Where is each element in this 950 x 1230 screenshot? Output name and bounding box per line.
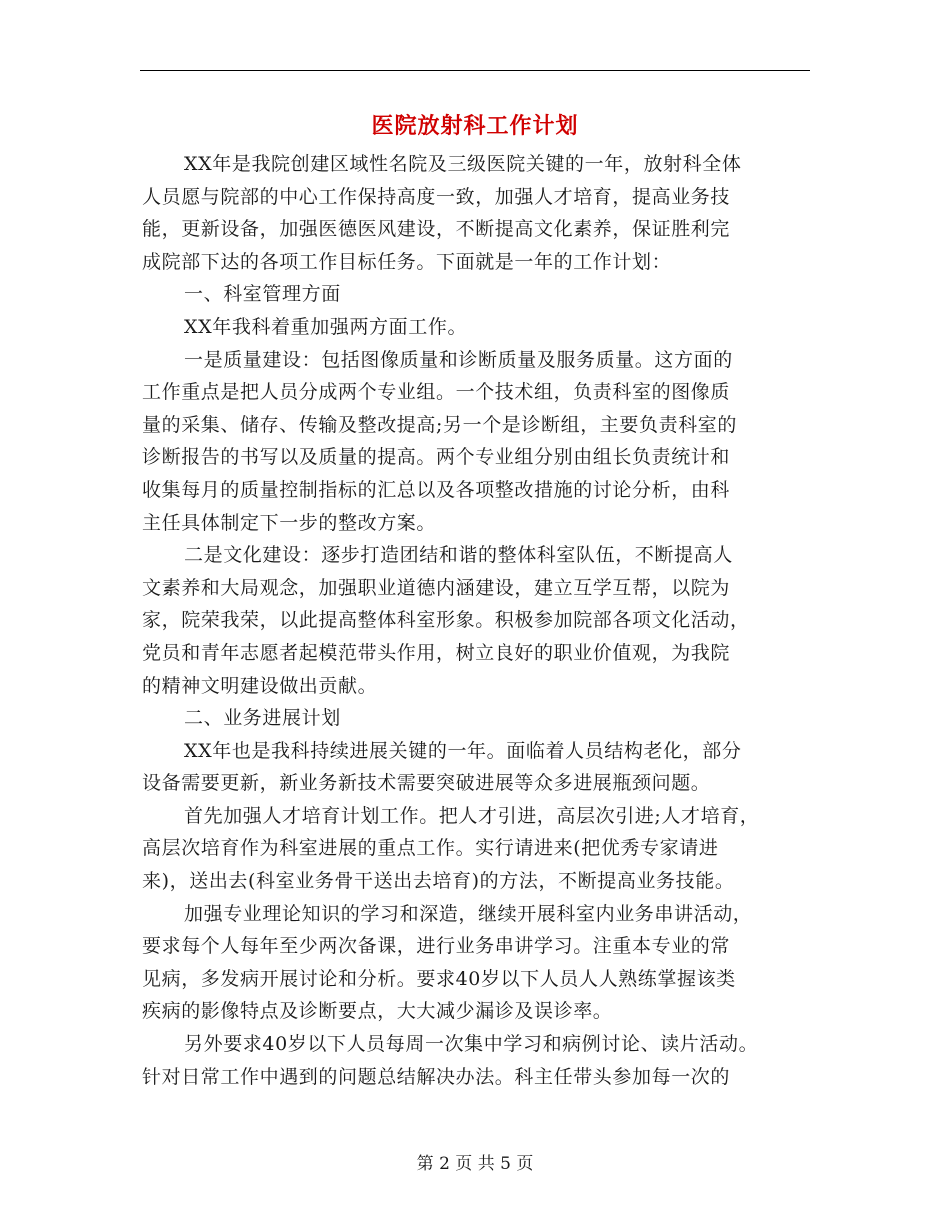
body-line: 能，更新设备，加强医德医风建设，不断提高文化素养，保证胜利完 — [142, 218, 731, 241]
body-line: 量的采集、储存、传输及整改提高;另一个是诊断组，主要负责科室的 — [142, 413, 738, 436]
body-line: 加强专业理论知识的学习和深造，继续开展科室内业务串讲活动， — [184, 902, 753, 925]
header-rule — [140, 70, 810, 71]
body-line: 人员愿与院部的中心工作保持高度一致，加强人才培育，提高业务技 — [142, 185, 731, 208]
body-line: 的精神文明建设做出贡献。 — [142, 674, 378, 697]
body-line: XX年也是我科持续进展关键的一年。面临着人员结构老化，部分 — [184, 739, 742, 762]
body-line: 高层次培育作为科室进展的重点工作。实行请进来(把优秀专家请进 — [142, 837, 719, 860]
body-line: 主任具体制定下一步的整改方案。 — [142, 511, 437, 534]
body-line: 二是文化建设：逐步打造团结和谐的整体科室队伍，不断提高人 — [184, 544, 733, 567]
body-line: 疾病的影像特点及诊断要点，大大减少漏诊及误诊率。 — [142, 1000, 613, 1023]
body-line: 党员和青年志愿者起模范带头作用，树立良好的职业价值观，为我院 — [142, 641, 731, 664]
body-line: 设备需要更新，新业务新技术需要突破进展等众多进展瓶颈问题。 — [142, 772, 711, 795]
body-line: 收集每月的质量控制指标的汇总以及各项整改措施的讨论分析，由科 — [142, 478, 731, 501]
page-footer: 第 2 页 共 5 页 — [416, 1154, 534, 1174]
body-line: 一、科室管理方面 — [184, 283, 341, 306]
document-body — [142, 148, 818, 1093]
body-line: 针对日常工作中遇到的问题总结解决办法。科主任带头参加每一次的 — [142, 1065, 731, 1088]
body-line: 二、业务进展计划 — [184, 707, 341, 730]
body-line: 来)，送出去(科室业务骨干送出去培育)的方法，不断提高业务技能。 — [142, 870, 735, 893]
body-line: 文素养和大局观念，加强职业道德内涵建设，建立互学互帮，以院为 — [142, 576, 731, 599]
body-line: 诊断报告的书写以及质量的提高。两个专业组分别由组长负责统计和 — [142, 446, 731, 469]
body-line: XX年我科着重加强两方面工作。 — [184, 315, 468, 338]
body-line: 家，院荣我荣，以此提高整体科室形象。积极参加院部各项文化活动， — [142, 609, 750, 632]
body-line: 首先加强人才培育计划工作。把人才引进，高层次引进;人才培育， — [184, 804, 760, 827]
document-title: 医院放射科工作计划 — [371, 113, 579, 139]
body-line: 见病，多发病开展讨论和分析。要求40岁以下人员人人熟练掌握该类 — [142, 967, 736, 990]
body-line: XX年是我院创建区域性名院及三级医院关键的一年，放射科全体 — [184, 153, 742, 175]
body-line: 成院部下达的各项工作目标任务。下面就是一年的工作计划： — [142, 250, 672, 273]
body-line: 要求每个人每年至少两次备课，进行业务串讲学习。注重本专业的常 — [142, 935, 731, 958]
body-line: 工作重点是把人员分成两个专业组。一个技术组，负责科室的图像质 — [142, 381, 731, 404]
body-line: 一是质量建设：包括图像质量和诊断质量及服务质量。这方面的 — [184, 348, 733, 371]
body-line: 另外要求40岁以下人员每周一次集中学习和病例讨论、读片活动。 — [184, 1033, 759, 1056]
